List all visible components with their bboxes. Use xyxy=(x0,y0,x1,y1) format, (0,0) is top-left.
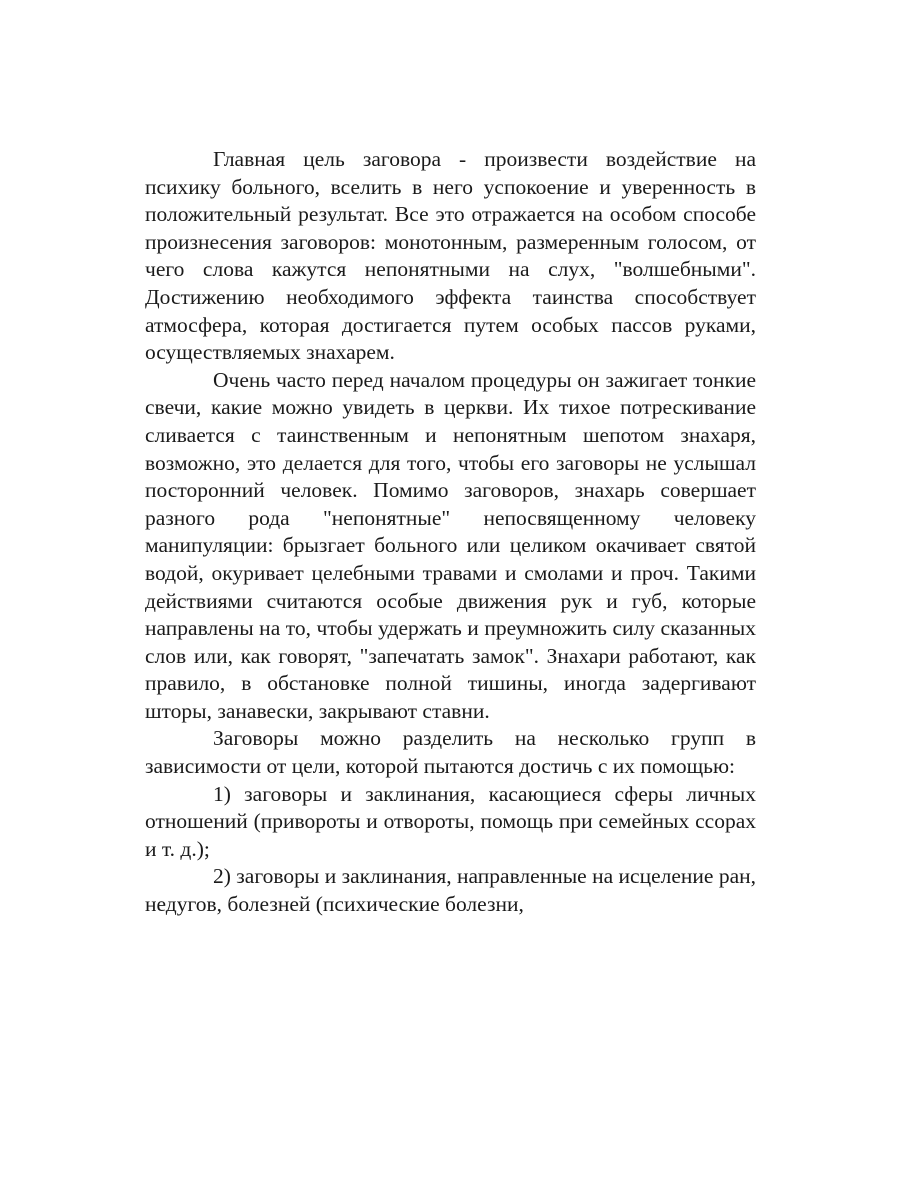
paragraph-purpose: Главная цель заговора - произвести воздействие на психику больного, вселить в него успокоение и уверенность в положительный результат. Все это отражается на особом способе произнесения заговоров: монотонным, размеренным голосом, от чего слова кажутся непонятными на слух, "волшебными". Достижению необходимого эффекта таинства способствует атмосфера, которая достигается путем особых пассов руками, осуществляемых знахарем. xyxy=(145,147,756,365)
list-item-healing: 2) заговоры и заклинания, направленные на исцеление ран, недугов, болезней (психические болезни, xyxy=(145,864,756,917)
paragraph-ritual: Очень часто перед началом процедуры он зажигает тонкие свечи, какие можно увидеть в церкви. Их тихое потрескивание сливается с таинственным и непонятным шепотом знахаря, возможно, это делается для того, чтобы его заговоры не услышал посторонний человек. Помимо заговоров, знахарь совершает разного рода "непонятные" непосвященному человеку манипуляции: брызгает больного или целиком окачивает святой водой, окуривает целебными травами и смолами и проч. Такими действиями считаются особые движения рук и губ, которые направлены на то, чтобы удержать и преумножить силу сказанных слов или, как говорят, "запечатать замок". Знахари работают, как правило, в обстановке полной тишины, иногда задергивают шторы, занавески, закрывают ставни. xyxy=(145,367,756,723)
paragraph-groups-intro: Заговоры можно разделить на несколько групп в зависимости от цели, которой пытаются достичь с их помощью: xyxy=(145,726,756,779)
list-item-relationships: 1) заговоры и заклинания, касающиеся сферы личных отношений (привороты и отвороты, помощь при семейных ссорах и т. д.); xyxy=(145,781,756,861)
body-text xyxy=(145,146,756,919)
